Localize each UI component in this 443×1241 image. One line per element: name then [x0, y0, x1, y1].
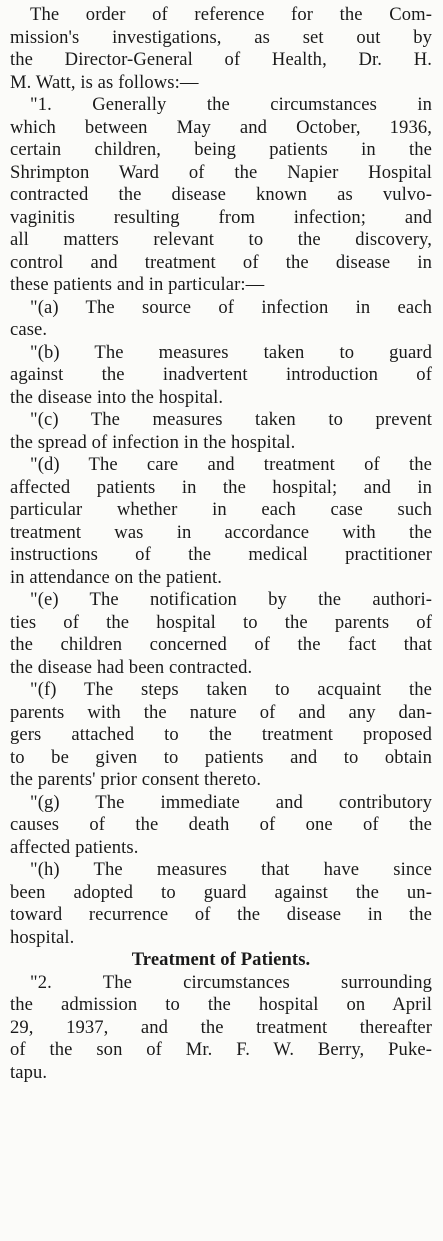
text-line: particular whether in each case such [10, 499, 432, 520]
text-line: parents with the nature of and any dan- [10, 701, 432, 723]
text-line: the admission to the hospital on April [10, 994, 432, 1015]
text-line: "(h) The measures that have since [30, 859, 432, 880]
text-line: "(g) The immediate and contributory [30, 791, 432, 813]
text-line: of the son of Mr. F. W. Berry, Puke- [10, 1039, 432, 1060]
text-line: the parents' prior consent thereto. [10, 769, 262, 790]
item-c-paragraph [10, 409, 432, 454]
text-line: to be given to patients and to obtain [10, 746, 432, 768]
item-2-paragraph [10, 972, 432, 1085]
text-line: been adopted to guard against the un- [10, 881, 432, 903]
text-line: the disease into the hospital. [10, 386, 224, 408]
text-line: "(a) The source of infection in each [30, 296, 432, 318]
text-line: 29, 1937, and the treatment thereafter [10, 1016, 432, 1038]
item-f-paragraph [10, 679, 432, 792]
item-a-paragraph [10, 297, 432, 342]
intro-paragraph [10, 4, 432, 94]
text-line: control and treatment of the disease in [10, 251, 432, 273]
text-line: ties of the hospital to the parents of [10, 611, 432, 633]
text-line: The order of reference for the Com- [30, 4, 432, 25]
item-d-paragraph [10, 454, 432, 589]
text-line: M. Watt, is as follows:— [10, 71, 199, 93]
text-line: treatment was in accordance with the [10, 521, 432, 543]
text-line: these patients and in particular:— [10, 274, 265, 295]
item-h-paragraph [10, 859, 432, 949]
text-line: vaginitis resulting from infection; and [10, 206, 432, 228]
text-line: gers attached to the treatment proposed [10, 724, 432, 745]
text-line: "(e) The notification by the authori- [30, 589, 432, 610]
text-line: "(c) The measures taken to prevent [30, 409, 432, 430]
text-line: toward recurrence of the disease in the [10, 904, 432, 925]
item-b-paragraph [10, 342, 432, 410]
item-e-paragraph [10, 589, 432, 679]
text-line: affected patients in the hospital; and in [10, 476, 432, 498]
text-line: "2. The circumstances surrounding [30, 971, 432, 993]
text-line: which between May and October, 1936, [10, 116, 432, 138]
item-1-paragraph [10, 94, 432, 297]
text-line: mission's investigations, as set out by [10, 26, 432, 48]
text-line: "1. Generally the circumstances in [30, 94, 432, 115]
section-heading: Treatment of Patients. [131, 949, 311, 970]
text-line: affected patients. [10, 836, 139, 858]
text-line: "(f) The steps taken to acquaint the [30, 679, 432, 700]
text-line: Shrimpton Ward of the Napier Hospital [10, 161, 432, 183]
text-line: the disease had been contracted. [10, 656, 253, 678]
text-line: hospital. [10, 926, 75, 948]
text-line: case. [10, 319, 48, 340]
item-g-paragraph [10, 792, 432, 860]
text-line: contracted the disease known as vulvo- [10, 184, 432, 205]
article-column [10, 4, 432, 1084]
text-line: against the inadvertent introduction of [10, 364, 432, 385]
text-line: instructions of the medical practitioner [10, 544, 432, 565]
text-line: the spread of infection in the hospital. [10, 431, 296, 453]
text-line: tapu. [10, 1061, 48, 1083]
text-line: certain children, being patients in the [10, 139, 432, 160]
text-line: the children concerned of the fact that [10, 634, 432, 655]
text-line: causes of the death of one of the [10, 814, 432, 835]
text-line: "(d) The care and treatment of the [30, 454, 432, 475]
text-line: in attendance on the patient. [10, 566, 222, 588]
text-line: the Director-General of Health, Dr. H. [10, 49, 432, 70]
text-line: all matters relevant to the discovery, [10, 229, 432, 250]
text-line: "(b) The measures taken to guard [30, 341, 432, 363]
